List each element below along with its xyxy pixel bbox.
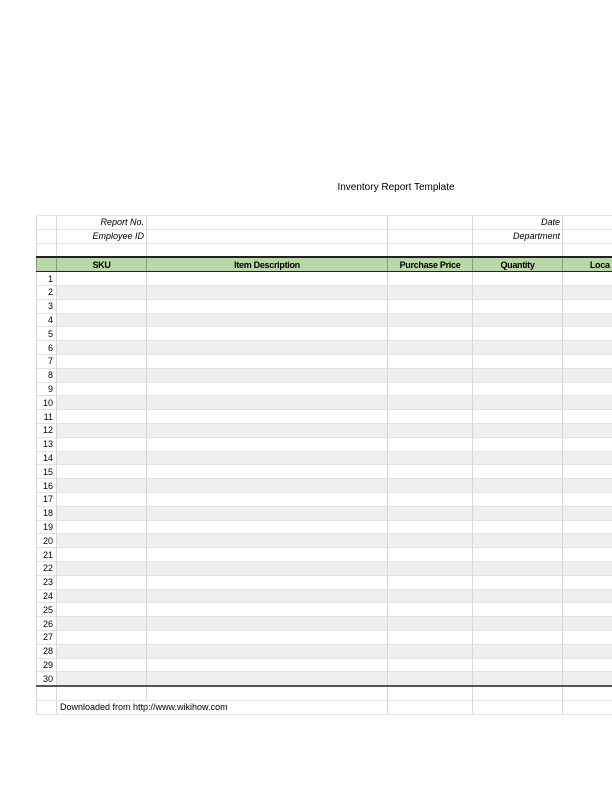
table-row <box>37 548 612 562</box>
table-cell[interactable] <box>147 410 388 424</box>
table-cell[interactable] <box>57 341 147 355</box>
table-cell[interactable] <box>388 451 473 465</box>
table-cell[interactable] <box>563 630 612 644</box>
table-row <box>37 285 612 299</box>
table-row <box>37 492 612 506</box>
table-row <box>37 575 612 589</box>
header-item-description: Item Description <box>147 257 388 271</box>
table-cell[interactable] <box>388 534 473 548</box>
table-cell[interactable] <box>563 534 612 548</box>
row-number: 5 <box>37 327 57 341</box>
department-label: Department <box>473 229 563 243</box>
table-cell[interactable] <box>388 341 473 355</box>
row-number: 9 <box>37 382 57 396</box>
table-cell[interactable] <box>57 672 147 686</box>
table-cell[interactable] <box>473 658 563 672</box>
header-cell-blank <box>37 257 57 271</box>
report-title: Inventory Report Template <box>337 182 455 193</box>
row-number: 24 <box>37 589 57 603</box>
table-cell[interactable] <box>147 354 388 368</box>
table-cell[interactable] <box>563 437 612 451</box>
row-number: 7 <box>37 354 57 368</box>
table-cell[interactable] <box>473 313 563 327</box>
row-number: 23 <box>37 575 57 589</box>
table-cell[interactable] <box>473 299 563 313</box>
table-cell[interactable] <box>147 479 388 493</box>
table-row <box>37 617 612 631</box>
row-number: 4 <box>37 313 57 327</box>
table-row <box>37 520 612 534</box>
table-cell[interactable] <box>57 644 147 658</box>
date-value[interactable] <box>563 216 612 230</box>
table-cell[interactable] <box>388 479 473 493</box>
table-cell[interactable] <box>147 603 388 617</box>
header-purchase-price: Purchase Price <box>388 257 473 271</box>
table-row <box>37 341 612 355</box>
table-row <box>37 313 612 327</box>
table-cell[interactable] <box>388 603 473 617</box>
table-cell[interactable] <box>473 492 563 506</box>
table-cell[interactable] <box>57 617 147 631</box>
department-value[interactable] <box>563 229 612 243</box>
table-cell[interactable] <box>147 327 388 341</box>
table-cell[interactable] <box>147 658 388 672</box>
table-cell[interactable] <box>388 520 473 534</box>
table-row <box>37 327 612 341</box>
row-number: 20 <box>37 534 57 548</box>
table-cell[interactable] <box>473 423 563 437</box>
table-cell[interactable] <box>57 575 147 589</box>
table-cell[interactable] <box>563 603 612 617</box>
table-cell[interactable] <box>57 492 147 506</box>
table-cell[interactable] <box>388 285 473 299</box>
table-cell[interactable] <box>563 658 612 672</box>
table-cell[interactable] <box>388 423 473 437</box>
footer-note: Downloaded from http://www.wikihow.com <box>57 700 388 714</box>
table-cell[interactable] <box>57 465 147 479</box>
row-number: 25 <box>37 603 57 617</box>
table-cell[interactable] <box>563 465 612 479</box>
table-cell[interactable] <box>147 506 388 520</box>
row-number: 15 <box>37 465 57 479</box>
table-cell[interactable] <box>57 327 147 341</box>
cell <box>388 229 473 243</box>
table-cell[interactable] <box>388 396 473 410</box>
table-cell[interactable] <box>473 437 563 451</box>
table-cell[interactable] <box>563 396 612 410</box>
table-cell[interactable] <box>57 630 147 644</box>
employee-id-label: Employee ID <box>57 229 147 243</box>
table-cell[interactable] <box>563 451 612 465</box>
table-cell[interactable] <box>57 437 147 451</box>
table-cell[interactable] <box>147 644 388 658</box>
table-cell[interactable] <box>563 492 612 506</box>
table-cell[interactable] <box>473 548 563 562</box>
row-number: 22 <box>37 561 57 575</box>
table-cell[interactable] <box>57 410 147 424</box>
table-cell[interactable] <box>57 548 147 562</box>
table-cell[interactable] <box>388 658 473 672</box>
table-cell[interactable] <box>147 451 388 465</box>
table-cell[interactable] <box>563 410 612 424</box>
inventory-table <box>36 215 612 715</box>
header-sku: SKU <box>57 257 147 271</box>
spacer-row <box>37 686 612 700</box>
table-cell[interactable] <box>563 382 612 396</box>
spreadsheet <box>36 215 612 715</box>
table-cell[interactable] <box>147 465 388 479</box>
table-cell[interactable] <box>563 644 612 658</box>
table-cell[interactable] <box>473 534 563 548</box>
table-row <box>37 299 612 313</box>
table-row <box>37 658 612 672</box>
table-cell[interactable] <box>563 299 612 313</box>
table-cell[interactable] <box>147 520 388 534</box>
row-number: 1 <box>37 272 57 286</box>
table-cell[interactable] <box>147 630 388 644</box>
table-row <box>37 272 612 286</box>
table-cell[interactable] <box>147 382 388 396</box>
table-cell[interactable] <box>473 603 563 617</box>
table-cell[interactable] <box>147 561 388 575</box>
table-row <box>37 630 612 644</box>
row-number: 19 <box>37 520 57 534</box>
table-cell[interactable] <box>147 589 388 603</box>
row-number: 13 <box>37 437 57 451</box>
header-location: Loca <box>563 257 612 271</box>
table-cell[interactable] <box>473 520 563 534</box>
table-cell[interactable] <box>388 354 473 368</box>
table-cell[interactable] <box>57 658 147 672</box>
table-cell[interactable] <box>563 423 612 437</box>
table-cell[interactable] <box>473 506 563 520</box>
row-number: 26 <box>37 617 57 631</box>
table-cell[interactable] <box>147 575 388 589</box>
table-cell[interactable] <box>473 589 563 603</box>
table-cell[interactable] <box>57 561 147 575</box>
table-cell[interactable] <box>473 451 563 465</box>
table-cell[interactable] <box>147 299 388 313</box>
table-cell[interactable] <box>563 520 612 534</box>
table-cell[interactable] <box>388 410 473 424</box>
table-cell[interactable] <box>57 589 147 603</box>
table-cell[interactable] <box>563 327 612 341</box>
table-cell[interactable] <box>57 299 147 313</box>
table-cell[interactable] <box>388 617 473 631</box>
row-number: 30 <box>37 672 57 686</box>
meta-row-employee <box>37 229 612 243</box>
table-cell[interactable] <box>147 341 388 355</box>
row-number: 28 <box>37 644 57 658</box>
report-no-label: Report No. <box>57 216 147 230</box>
table-cell[interactable] <box>388 382 473 396</box>
table-cell[interactable] <box>388 492 473 506</box>
table-cell[interactable] <box>147 617 388 631</box>
table-cell[interactable] <box>57 520 147 534</box>
table-row <box>37 354 612 368</box>
table-row <box>37 589 612 603</box>
table-cell[interactable] <box>57 368 147 382</box>
table-cell[interactable] <box>473 354 563 368</box>
table-cell[interactable] <box>473 341 563 355</box>
table-cell[interactable] <box>473 272 563 286</box>
table-cell[interactable] <box>57 423 147 437</box>
table-cell[interactable] <box>147 368 388 382</box>
table-cell[interactable] <box>388 589 473 603</box>
table-row <box>37 465 612 479</box>
table-cell[interactable] <box>388 548 473 562</box>
table-cell[interactable] <box>473 630 563 644</box>
date-label: Date <box>473 216 563 230</box>
table-cell[interactable] <box>563 341 612 355</box>
table-cell[interactable] <box>563 506 612 520</box>
table-cell[interactable] <box>388 506 473 520</box>
table-cell[interactable] <box>388 299 473 313</box>
table-cell[interactable] <box>57 451 147 465</box>
table-cell[interactable] <box>388 575 473 589</box>
cell <box>37 229 57 243</box>
report-no-value[interactable] <box>147 216 388 230</box>
employee-id-value[interactable] <box>147 229 388 243</box>
table-cell[interactable] <box>473 368 563 382</box>
table-cell[interactable] <box>57 313 147 327</box>
header-row <box>37 257 612 271</box>
table-cell[interactable] <box>57 506 147 520</box>
spacer-row <box>37 243 612 257</box>
table-cell[interactable] <box>563 354 612 368</box>
table-cell[interactable] <box>563 617 612 631</box>
footer-row <box>37 700 612 714</box>
table-row <box>37 423 612 437</box>
table-cell[interactable] <box>563 672 612 686</box>
table-cell[interactable] <box>473 465 563 479</box>
table-row <box>37 644 612 658</box>
table-cell[interactable] <box>388 272 473 286</box>
table-cell[interactable] <box>563 575 612 589</box>
table-cell[interactable] <box>563 368 612 382</box>
table-row <box>37 396 612 410</box>
table-cell[interactable] <box>473 479 563 493</box>
row-number: 17 <box>37 492 57 506</box>
table-cell[interactable] <box>473 410 563 424</box>
table-cell[interactable] <box>563 272 612 286</box>
table-cell[interactable] <box>147 423 388 437</box>
row-number: 18 <box>37 506 57 520</box>
table-cell[interactable] <box>473 396 563 410</box>
table-row <box>37 603 612 617</box>
table-row <box>37 410 612 424</box>
table-cell[interactable] <box>57 382 147 396</box>
table-row <box>37 479 612 493</box>
table-cell[interactable] <box>563 561 612 575</box>
row-number: 3 <box>37 299 57 313</box>
row-number: 21 <box>37 548 57 562</box>
table-cell[interactable] <box>473 382 563 396</box>
table-row <box>37 561 612 575</box>
table-cell[interactable] <box>563 285 612 299</box>
table-cell[interactable] <box>57 479 147 493</box>
table-cell[interactable] <box>147 534 388 548</box>
cell <box>388 216 473 230</box>
table-cell[interactable] <box>473 644 563 658</box>
table-cell[interactable] <box>147 548 388 562</box>
table-cell[interactable] <box>473 575 563 589</box>
table-cell[interactable] <box>388 561 473 575</box>
table-row <box>37 437 612 451</box>
row-number: 16 <box>37 479 57 493</box>
row-number: 14 <box>37 451 57 465</box>
table-cell[interactable] <box>147 313 388 327</box>
table-cell[interactable] <box>147 437 388 451</box>
table-row <box>37 672 612 686</box>
row-number: 8 <box>37 368 57 382</box>
table-cell[interactable] <box>388 672 473 686</box>
row-number: 10 <box>37 396 57 410</box>
table-cell[interactable] <box>473 327 563 341</box>
table-cell[interactable] <box>388 437 473 451</box>
row-number: 11 <box>37 410 57 424</box>
table-cell[interactable] <box>57 396 147 410</box>
table-cell[interactable] <box>147 396 388 410</box>
table-cell[interactable] <box>147 672 388 686</box>
header-quantity: Quantity <box>473 257 563 271</box>
table-cell[interactable] <box>473 285 563 299</box>
table-row <box>37 451 612 465</box>
table-cell[interactable] <box>147 492 388 506</box>
row-number: 29 <box>37 658 57 672</box>
table-cell[interactable] <box>388 630 473 644</box>
table-cell[interactable] <box>473 561 563 575</box>
table-cell[interactable] <box>563 548 612 562</box>
table-cell[interactable] <box>57 603 147 617</box>
table-cell[interactable] <box>388 644 473 658</box>
table-cell[interactable] <box>388 465 473 479</box>
table-cell[interactable] <box>473 617 563 631</box>
table-cell[interactable] <box>563 589 612 603</box>
table-cell[interactable] <box>57 285 147 299</box>
table-cell[interactable] <box>57 354 147 368</box>
table-row <box>37 534 612 548</box>
table-cell[interactable] <box>57 272 147 286</box>
row-number: 6 <box>37 341 57 355</box>
table-cell[interactable] <box>388 327 473 341</box>
row-number: 2 <box>37 285 57 299</box>
cell <box>37 216 57 230</box>
table-cell[interactable] <box>147 285 388 299</box>
table-cell[interactable] <box>563 479 612 493</box>
table-cell[interactable] <box>563 313 612 327</box>
row-number: 12 <box>37 423 57 437</box>
meta-row-report <box>37 216 612 230</box>
row-number: 27 <box>37 630 57 644</box>
table-row <box>37 368 612 382</box>
table-cell[interactable] <box>388 368 473 382</box>
table-row <box>37 506 612 520</box>
table-row <box>37 382 612 396</box>
table-cell[interactable] <box>388 313 473 327</box>
table-cell[interactable] <box>147 272 388 286</box>
table-cell[interactable] <box>473 672 563 686</box>
table-cell[interactable] <box>57 534 147 548</box>
